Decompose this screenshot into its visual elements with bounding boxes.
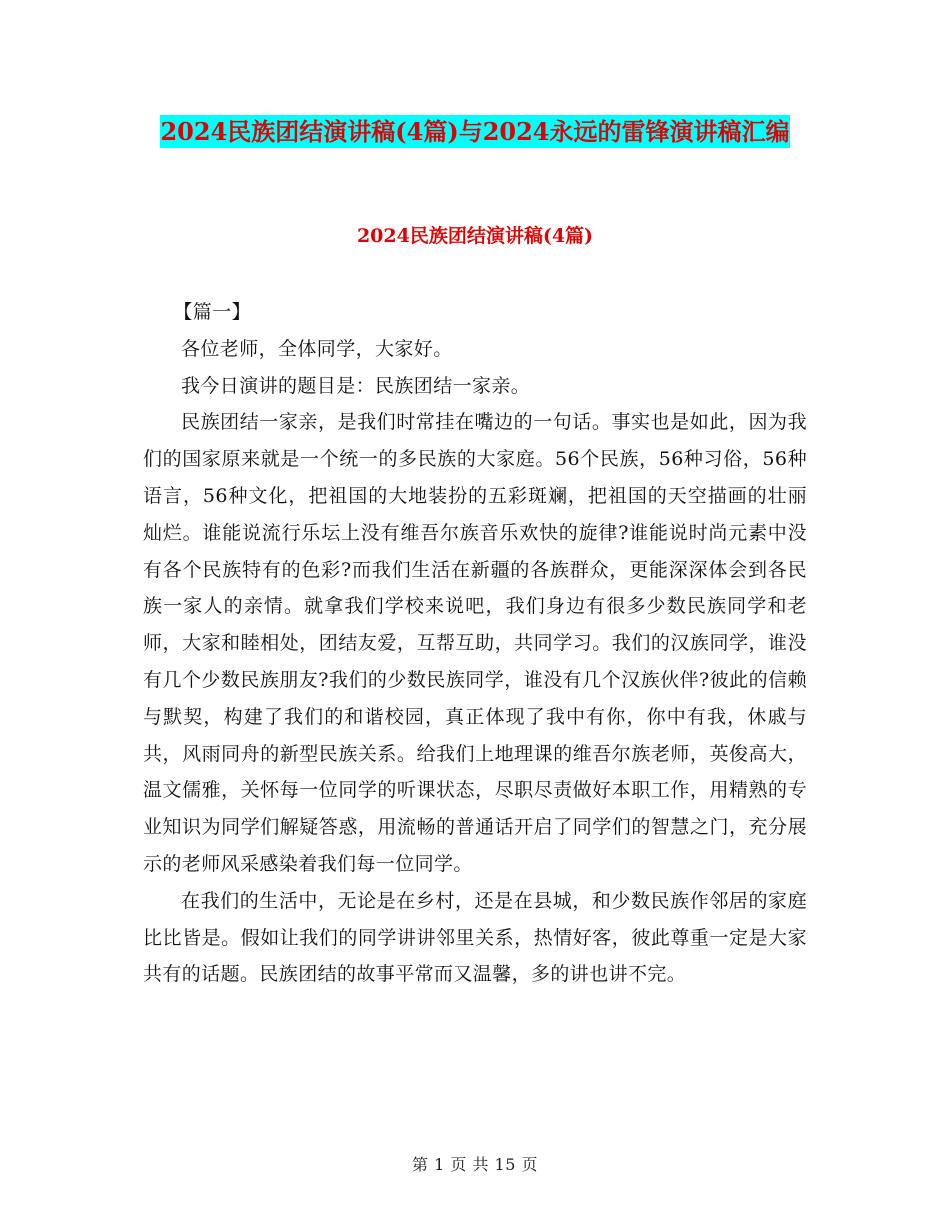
- document-body: [143, 294, 807, 993]
- document-title: [140, 108, 810, 155]
- page-footer: 第 1 页 共 15 页: [412, 1155, 538, 1174]
- paragraph-topic: 我今日演讲的题目是：民族团结一家亲。: [181, 374, 531, 397]
- paragraph-greeting: 各位老师，全体同学，大家好。: [181, 337, 453, 360]
- document-title-text: 2024民族团结演讲稿(4篇)与2024永远的雷锋演讲稿汇编: [160, 117, 790, 146]
- section-title: 2024民族团结演讲稿(4篇): [356, 225, 594, 247]
- article-label: 【篇一】: [173, 301, 251, 323]
- paragraph-neighbors: 在我们的生活中，无论是在乡村，还是在县城，和少数民族作邻居的家庭比比皆是。假如让我们的同学讲讲邻里关系，热情好客，彼此尊重一定是大家共有的话题。民族团结的故事平常而又温馨，多的讲也讲不完。: [143, 889, 807, 986]
- paragraph-main: 民族团结一家亲，是我们时常挂在嘴边的一句话。事实也是如此，因为我们的国家原来就是一个统一的多民族的大家庭。56个民族，56种习俗，56种语言，56种文化，把祖国的大地装扮的五彩斑斓，把祖国的天空描画的壮丽灿烂。谁能说流行乐坛上没有维吾尔族音乐欢快的旋律?谁能说时尚元素中没有各个民族特有的色彩?而我们生活在新疆的各族群众，更能深深体会到各民族一家人的亲情。就拿我们学校来说吧，我们身边有很多少数民族同学和老师，大家和睦相处，团结友爱，互帮互助，共同学习。我们的汉族同学，谁没有几个少数民族朋友?我们的少数民族同学，谁没有几个汉族伙伴?彼此的信赖与默契，构建了我们的和谐校园，真正体现了我中有你，你中有我，休戚与共，风雨同舟的新型民族关系。给我们上地理课的维吾尔族老师，英俊高大，温文儒雅，关怀每一位同学的听课状态，尽职尽责做好本职工作，用精熟的专业知识为同学们解疑答惑，用流畅的普通话开启了同学们的智慧之门，充分展示的老师风采感染着我们每一位同学。: [143, 411, 807, 875]
